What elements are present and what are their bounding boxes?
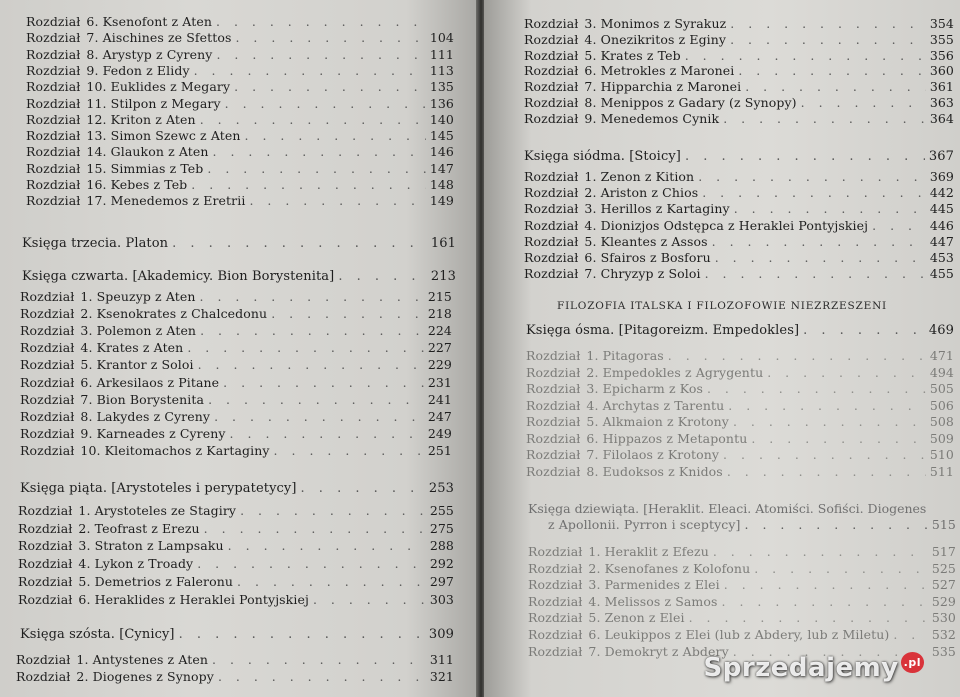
- page-number: 505: [929, 381, 954, 396]
- chapter-title: 4. Dionizjos Odstępca z Heraklei Pontyjskiej: [584, 217, 869, 233]
- chapter-title: 2. Ariston z Chios: [584, 185, 699, 201]
- chapter-row: [524, 218, 954, 233]
- book-heading: [526, 323, 954, 338]
- chapter-label: Rozdział: [524, 31, 579, 47]
- chapter-title: 6. Sfairos z Bosforu: [584, 250, 711, 265]
- page-number: 321: [429, 669, 454, 684]
- page-number: 231: [427, 374, 452, 390]
- chapter-row: [26, 193, 454, 208]
- chapter-title: 4. Melissos z Samos: [588, 593, 718, 609]
- chapter-label: Rozdział: [26, 144, 81, 160]
- chapter-label: Rozdział: [524, 16, 579, 31]
- chapter-title: 7. Demokryt z Abdery: [588, 643, 729, 659]
- chapter-title: 7. Bion Borystenita: [80, 391, 205, 407]
- chapter-label: Rozdział: [528, 560, 583, 576]
- page-number: 530: [931, 610, 956, 626]
- chapter-title: 2. Diogenes z Synopy: [76, 669, 214, 684]
- chapter-title: 4. Krates z Aten: [80, 340, 184, 356]
- chapter-row: [26, 177, 454, 192]
- book-heading: [20, 627, 454, 642]
- chapter-title: 2. Ksenofanes z Kolofonu: [588, 560, 751, 576]
- chapter-row: [526, 365, 954, 380]
- page-number: 309: [428, 627, 454, 642]
- chapter-row: [524, 95, 954, 110]
- chapter-title: 7. Hipparchia z Maronei: [584, 79, 742, 95]
- chapter-label: Rozdział: [18, 591, 73, 607]
- chapter-label: Rozdział: [18, 556, 73, 572]
- chapter-title: 5. Zenon z Elei: [588, 610, 685, 626]
- chapter-title: 3. Herillos z Kartaginy: [584, 201, 730, 217]
- chapter-title: 10. Euklides z Megary: [86, 79, 231, 95]
- page-number: 471: [929, 348, 954, 363]
- chapter-label: Rozdział: [20, 408, 75, 424]
- chapter-row: [20, 426, 452, 441]
- chapter-row: [524, 234, 954, 249]
- page-number: 288: [429, 538, 454, 554]
- chapter-title: 9. Fedon z Elidy: [86, 62, 190, 78]
- chapter-row: [528, 544, 956, 559]
- chapter-label: Rozdział: [18, 503, 73, 518]
- book-heading: [20, 481, 454, 496]
- book-title: Księga ósma. [Pitagoreizm. Empedokles]: [526, 323, 800, 338]
- chapter-label: Rozdział: [524, 250, 579, 265]
- chapter-label: Rozdział: [524, 233, 579, 249]
- chapter-label: Rozdział: [26, 46, 81, 62]
- chapter-row: [26, 128, 454, 143]
- chapter-row: [20, 357, 452, 372]
- right-page: [484, 0, 960, 697]
- page-number: 241: [427, 391, 452, 407]
- chapter-label: Rozdział: [26, 160, 81, 176]
- chapter-row: [26, 30, 454, 45]
- chapter-label: Rozdział: [524, 79, 579, 95]
- chapter-row: [524, 169, 954, 184]
- chapter-label: Rozdział: [524, 63, 579, 79]
- book-title-line-row: [528, 517, 956, 533]
- chapter-label: Rozdział: [528, 643, 583, 659]
- chapter-label: Rozdział: [16, 669, 71, 684]
- page-number: 146: [429, 144, 454, 160]
- chapter-row: [526, 431, 954, 446]
- chapter-label: Rozdział: [26, 193, 81, 209]
- chapter-label: Rozdział: [524, 266, 579, 282]
- chapter-row: [20, 340, 452, 355]
- page-number: 535: [931, 643, 956, 659]
- chapter-row: [526, 447, 954, 462]
- page-number: 215: [427, 289, 452, 304]
- chapter-label: Rozdział: [524, 217, 579, 233]
- chapter-label: Rozdział: [26, 14, 81, 29]
- chapter-row: [524, 63, 954, 78]
- chapter-title: 3. Parmenides z Elei: [588, 577, 720, 593]
- chapter-title: 5. Demetrios z Faleronu: [78, 573, 234, 589]
- chapter-label: Rozdział: [26, 177, 81, 192]
- chapter-row: [18, 556, 454, 571]
- page-number: 367: [928, 149, 954, 164]
- page-number: 251: [427, 442, 452, 458]
- chapter-row: [524, 16, 954, 31]
- chapter-label: Rozdział: [20, 340, 75, 356]
- page-number: 364: [929, 110, 954, 126]
- chapter-title: 10. Kleitomachos z Kartaginy: [80, 442, 270, 458]
- chapter-row: [526, 414, 954, 429]
- page-number: 135: [429, 79, 454, 95]
- page-number: 525: [931, 560, 956, 576]
- page-number: 529: [931, 593, 956, 609]
- chapter-label: Rozdział: [20, 442, 75, 458]
- chapter-title: 1. Pitagoras: [586, 348, 664, 363]
- section-heading: FILOZOFIA ITALSKA I FILOZOFOWIE NIEZRZESZENI: [556, 300, 888, 312]
- chapter-row: [524, 185, 954, 200]
- page-number: 517: [931, 544, 956, 559]
- page-number: 355: [929, 31, 954, 47]
- chapter-row: [526, 348, 954, 363]
- page-number: 361: [929, 79, 954, 95]
- page-number: 354: [929, 16, 954, 31]
- page-number: 224: [427, 323, 452, 339]
- page-number: 511: [929, 463, 954, 479]
- chapter-row: [528, 610, 956, 625]
- chapter-label: Rozdział: [526, 348, 581, 363]
- chapter-row: [26, 47, 454, 62]
- chapter-title: 8. Arystyp z Cyreny: [86, 46, 213, 62]
- chapter-row: [524, 111, 954, 126]
- chapter-title: 6. Leukippos z Elei (lub z Abdery, lub z Miletu): [588, 627, 890, 642]
- chapter-title: 6. Hippazos z Metapontu: [586, 430, 748, 446]
- chapter-label: Rozdział: [526, 414, 581, 429]
- page-number: 303: [429, 591, 454, 607]
- page-number: 469: [928, 323, 954, 338]
- chapter-row: [26, 96, 454, 111]
- page-number: 494: [929, 364, 954, 380]
- page-number: 111: [429, 46, 454, 62]
- chapter-title: 4. Archytas z Tarentu: [586, 397, 725, 413]
- page-number: 506: [929, 397, 954, 413]
- page-number: 147: [429, 160, 454, 176]
- book-heading: [22, 236, 456, 251]
- chapter-title: 7. Aischines ze Sfettos: [86, 30, 232, 46]
- page-number: 508: [929, 414, 954, 429]
- chapter-row: [524, 201, 954, 216]
- book-title-line: z Apollonii. Pyrron i sceptycy]: [548, 517, 741, 532]
- chapter-label: Rozdział: [18, 538, 73, 554]
- chapter-title: 8. Eudoksos z Knidos: [586, 463, 723, 479]
- chapter-row: [20, 306, 452, 321]
- chapter-row: [20, 375, 452, 390]
- chapter-title: 4. Lykon z Troady: [78, 556, 194, 572]
- chapter-label: Rozdział: [528, 577, 583, 593]
- page-number: 275: [429, 520, 454, 536]
- chapter-row: [18, 592, 454, 607]
- chapter-row: [26, 144, 454, 159]
- chapter-title: 5. Krantor z Soloi: [80, 357, 194, 373]
- chapter-title: 17. Menedemos z Eretrii: [86, 193, 246, 209]
- chapter-label: Rozdział: [26, 62, 81, 78]
- chapter-label: Rozdział: [20, 425, 75, 441]
- chapter-title: 1. Arystoteles ze Stagiry: [78, 503, 237, 518]
- page-number: 363: [929, 95, 954, 110]
- page-number: 532: [931, 627, 956, 642]
- chapter-label: Rozdział: [524, 47, 579, 63]
- page-number: 447: [929, 233, 954, 249]
- chapter-title: 1. Zenon z Kition: [584, 169, 695, 184]
- chapter-label: Rozdział: [528, 610, 583, 626]
- page-number: 253: [428, 481, 454, 496]
- chapter-title: 1. Speuzyp z Aten: [80, 289, 196, 304]
- chapter-title: 6. Metrokles z Maronei: [584, 63, 735, 79]
- chapter-label: Rozdział: [20, 391, 75, 407]
- chapter-title: 12. Kriton z Aten: [86, 111, 196, 127]
- chapter-title: 3. Polemon z Aten: [80, 323, 197, 339]
- page-number: 255: [429, 503, 454, 518]
- chapter-row: [528, 594, 956, 609]
- chapter-title: 1. Antystenes z Aten: [76, 652, 208, 667]
- chapter-label: Rozdział: [26, 111, 81, 127]
- chapter-row: [26, 63, 454, 78]
- page-number: 145: [429, 128, 454, 144]
- left-page: [0, 0, 478, 697]
- chapter-title: 4. Onezikritos z Eginy: [584, 31, 727, 47]
- chapter-row: [20, 443, 452, 458]
- chapter-row: [526, 398, 954, 413]
- chapter-label: Rozdział: [26, 30, 81, 46]
- chapter-title: 3. Straton z Lampsaku: [78, 538, 224, 554]
- chapter-row: [528, 577, 956, 592]
- page-number: 247: [427, 408, 452, 424]
- page-number: 311: [429, 652, 454, 667]
- chapter-label: Rozdział: [20, 374, 75, 390]
- page-number: 140: [429, 111, 454, 127]
- chapter-row: [26, 79, 454, 94]
- chapter-title: 6. Heraklides z Heraklei Pontyjskiej: [78, 591, 309, 607]
- chapter-label: Rozdział: [526, 430, 581, 446]
- chapter-row: [18, 574, 454, 589]
- book-title: Księga siódma. [Stoicy]: [524, 149, 681, 164]
- chapter-title: 13. Simon Szewc z Aten: [86, 128, 241, 144]
- page-number: 356: [929, 47, 954, 63]
- chapter-title: 5. Alkmaion z Krotony: [586, 414, 729, 429]
- chapter-title: 6. Arkesilaos z Pitane: [80, 374, 220, 390]
- page-number: 136: [429, 95, 454, 111]
- page-number: 515: [931, 517, 956, 532]
- chapter-row: [18, 538, 454, 553]
- book-heading: [22, 269, 456, 284]
- page-number: 509: [929, 430, 954, 446]
- chapter-label: Rozdział: [524, 185, 579, 201]
- chapter-label: Rozdział: [26, 95, 81, 111]
- chapter-title: 9. Karneades z Cyreny: [80, 425, 226, 441]
- chapter-label: Rozdział: [26, 79, 81, 95]
- chapter-label: Rozdział: [528, 627, 583, 642]
- chapter-row: [20, 409, 452, 424]
- chapter-row: [26, 112, 454, 127]
- chapter-title: 14. Glaukon z Aten: [86, 144, 209, 160]
- chapter-label: Rozdział: [526, 381, 581, 396]
- page-number: 104: [429, 30, 454, 46]
- chapter-row: [528, 627, 956, 642]
- chapter-row: [26, 14, 454, 29]
- page-number: 148: [429, 177, 454, 192]
- chapter-title: 2. Ksenokrates z Chalcedonu: [80, 306, 268, 322]
- chapter-title: 6. Ksenofont z Aten: [86, 14, 212, 29]
- page-number: 113: [429, 62, 454, 78]
- chapter-row: [20, 289, 452, 304]
- chapter-label: Rozdział: [18, 520, 73, 536]
- book-heading-multiline: [528, 501, 956, 533]
- chapter-label: Rozdział: [526, 463, 581, 479]
- chapter-row: [524, 32, 954, 47]
- chapter-label: Rozdział: [528, 593, 583, 609]
- page-number: 149: [429, 193, 454, 209]
- book-heading: [524, 149, 954, 164]
- book-title: Księga piąta. [Arystoteles i perypatetycy]: [20, 481, 297, 496]
- chapter-label: Rozdział: [526, 397, 581, 413]
- chapter-title: 2. Empedokles z Agrygentu: [586, 364, 764, 380]
- page-number: 161: [430, 236, 456, 251]
- page-number: 453: [929, 250, 954, 265]
- chapter-label: Rozdział: [20, 357, 75, 373]
- page-number: 249: [427, 425, 452, 441]
- page-number: 360: [929, 63, 954, 79]
- chapter-label: Rozdział: [524, 95, 579, 110]
- chapter-row: [524, 79, 954, 94]
- chapter-title: 5. Kleantes z Assos: [584, 233, 708, 249]
- chapter-row: [16, 669, 454, 684]
- page-number: 292: [429, 556, 454, 572]
- chapter-title: 8. Lakydes z Cyreny: [80, 408, 211, 424]
- book-title: Księga trzecia. Platon: [22, 236, 169, 251]
- page-number: 446: [929, 217, 954, 233]
- chapter-title: 16. Kebes z Teb: [86, 177, 188, 192]
- chapter-row: [20, 392, 452, 407]
- chapter-row: [528, 561, 956, 576]
- page-number: 445: [929, 201, 954, 217]
- chapter-title: 3. Epicharm z Kos: [586, 381, 703, 396]
- book-title-line: Księga dziewiąta. [Heraklit. Eleaci. Atomiści. Sofiści. Diogenes: [528, 501, 927, 516]
- page-number: 369: [929, 169, 954, 184]
- page-number: 442: [929, 185, 954, 201]
- chapter-row: [524, 48, 954, 63]
- page-number: 229: [427, 357, 452, 373]
- chapter-title: 2. Teofrast z Erezu: [78, 520, 200, 536]
- chapter-title: 15. Simmias z Teb: [86, 160, 204, 176]
- chapter-row: [18, 521, 454, 536]
- chapter-title: 1. Heraklit z Efezu: [588, 544, 709, 559]
- chapter-label: Rozdział: [528, 544, 583, 559]
- page-number: 297: [429, 573, 454, 589]
- chapter-row: [526, 381, 954, 396]
- chapter-label: Rozdział: [20, 323, 75, 339]
- chapter-title: 8. Menippos z Gadary (z Synopy): [584, 95, 797, 110]
- chapter-label: Rozdział: [524, 201, 579, 217]
- watermark-logo: Sprzedajemy $^{.pl}$: [704, 653, 925, 683]
- book-title: Księga czwarta. [Akademicy. Bion Borystenita]: [22, 269, 335, 284]
- chapter-title: 7. Filolaos z Krotony: [586, 447, 720, 462]
- chapter-title: 3. Monimos z Syrakuz: [584, 16, 727, 31]
- chapter-row: [524, 266, 954, 281]
- chapter-row: [26, 161, 454, 176]
- chapter-title: 9. Menedemos Cynik: [584, 110, 720, 126]
- page-number: 455: [929, 266, 954, 282]
- chapter-label: Rozdział: [20, 289, 75, 304]
- chapter-label: Rozdział: [524, 110, 579, 126]
- chapter-label: Rozdział: [524, 169, 579, 184]
- chapter-label: Rozdział: [526, 364, 581, 380]
- chapter-label: Rozdział: [16, 652, 71, 667]
- chapter-label: Rozdział: [20, 306, 75, 322]
- chapter-label: Rozdział: [18, 573, 73, 589]
- book-title: Księga szósta. [Cynicy]: [20, 627, 175, 642]
- chapter-row: [20, 323, 452, 338]
- chapter-row: [524, 250, 954, 265]
- page-number: 227: [427, 340, 452, 356]
- page-number: 510: [929, 447, 954, 462]
- chapter-row: [16, 652, 454, 667]
- chapter-label: Rozdział: [526, 447, 581, 462]
- chapter-title: 11. Stilpon z Megary: [86, 95, 221, 111]
- page-number: 527: [931, 577, 956, 593]
- chapter-row: [18, 503, 454, 518]
- chapter-row: [526, 464, 954, 479]
- page-number: 218: [427, 306, 452, 322]
- chapter-title: 5. Krates z Teb: [584, 47, 681, 63]
- chapter-label: Rozdział: [26, 128, 81, 144]
- chapter-title: 7. Chryzyp z Soloi: [584, 266, 701, 282]
- page-number: 213: [430, 269, 456, 284]
